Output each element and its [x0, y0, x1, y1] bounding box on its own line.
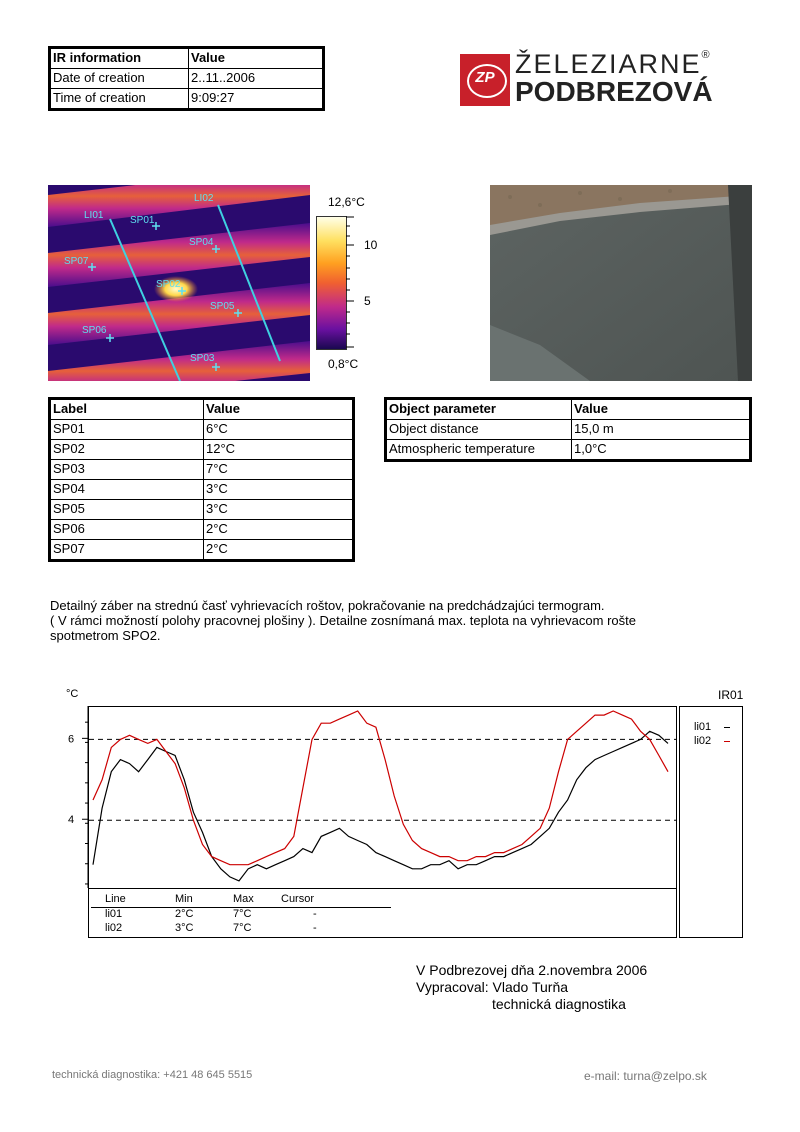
signature-department: technická diagnostika — [492, 996, 626, 1012]
table-row: SP07 2°C — [50, 540, 354, 561]
spot-label: SP06 — [82, 325, 107, 336]
table-header: Value — [204, 399, 354, 420]
chart-title: IR01 — [718, 688, 744, 702]
line-profile-chart — [88, 706, 677, 938]
scale-bar — [316, 216, 347, 350]
spot-values-table — [48, 397, 355, 562]
logo-line1: ŽELEZIARNE® — [515, 49, 712, 79]
company-logo — [460, 50, 750, 108]
chart-legend — [679, 706, 743, 938]
ir-info-cell: 9:09:27 — [189, 89, 324, 110]
table-row: Object distance 15,0 m — [386, 420, 751, 440]
signature-author: Vypracoval: Vlado Turňa — [416, 979, 569, 995]
table-row: li01 2°C 7°C - — [105, 908, 317, 920]
object-parameter-table — [384, 397, 752, 462]
table-row: li02 3°C 7°C - — [105, 922, 317, 934]
y-axis — [50, 706, 90, 888]
table-row: SP02 12°C — [50, 440, 354, 460]
description-line: Detailný záber na strednú časť vyhrievacích roštov, pokračovanie na predchádzajúci termogram. — [50, 598, 605, 613]
logo-emblem: ZP — [460, 54, 510, 106]
table-row: SP04 3°C — [50, 480, 354, 500]
signature-block — [416, 962, 647, 1013]
y-tick-label: 6 — [68, 733, 75, 746]
spot-label: SP04 — [189, 237, 214, 248]
table-header: Label — [50, 399, 204, 420]
spot-label: SP02 — [156, 279, 181, 290]
description-line: ( V rámci možností polohy pracovnej plošiny ). Detailne zosnímaná max. teplota na vyhrievacom rošte — [50, 613, 636, 628]
line-label: LI01 — [84, 210, 104, 221]
ir-info-cell: 2..11..2006 — [189, 69, 324, 89]
y-tick-label: 4 — [68, 814, 75, 827]
unit-label: °C — [66, 688, 79, 700]
scale-tick-10: 10 — [364, 238, 378, 252]
table-row: SP03 7°C — [50, 460, 354, 480]
legend-item: li02 — [694, 735, 730, 747]
footer-phone: technická diagnostika: +421 48 645 5515 — [52, 1069, 253, 1081]
scale-max-label: 12,6°C — [328, 195, 365, 209]
ir-info-table — [48, 46, 325, 111]
table-row: SP05 3°C — [50, 500, 354, 520]
spot-label: SP05 — [210, 301, 235, 312]
spot-label: SP03 — [190, 353, 215, 364]
spot-label: SP07 — [64, 256, 89, 267]
series-line-li01 — [93, 731, 668, 881]
ir-info-header: IR information — [50, 48, 189, 69]
chart-stats-table: Line Min Max Cursor li01 2°C 7°C - li02 3°C 7°C - — [89, 893, 676, 936]
thermogram-image — [48, 185, 310, 381]
table-row: SP06 2°C — [50, 520, 354, 540]
footer-email: e-mail: turna@zelpo.sk — [584, 1069, 707, 1083]
legend-item: li01 — [694, 721, 730, 733]
table-row: Atmospheric temperature 1,0°C — [386, 440, 751, 461]
ir-info-cell: Time of creation — [50, 89, 189, 110]
table-header: Object parameter — [386, 399, 572, 420]
description-text — [50, 598, 750, 643]
ir-info-header: Value — [189, 48, 324, 69]
scale-tick-5: 5 — [364, 294, 371, 308]
description-line: spotmetrom SPO2. — [50, 628, 161, 643]
spot-label: SP01 — [130, 215, 155, 226]
temperature-scale — [310, 192, 390, 374]
logo-line2: PODBREZOVÁ — [515, 76, 713, 107]
chart-table-divider — [89, 888, 676, 889]
signature-place-date: V Podbrezovej dňa 2.novembra 2006 — [416, 962, 648, 978]
scale-min-label: 0,8°C — [328, 357, 359, 371]
table-header: Value — [572, 399, 751, 420]
series-line-li02 — [93, 711, 668, 865]
ir-info-cell: Date of creation — [50, 69, 189, 89]
visual-photo — [490, 185, 752, 381]
line-label: LI02 — [194, 193, 214, 204]
table-row: SP01 6°C — [50, 420, 354, 440]
